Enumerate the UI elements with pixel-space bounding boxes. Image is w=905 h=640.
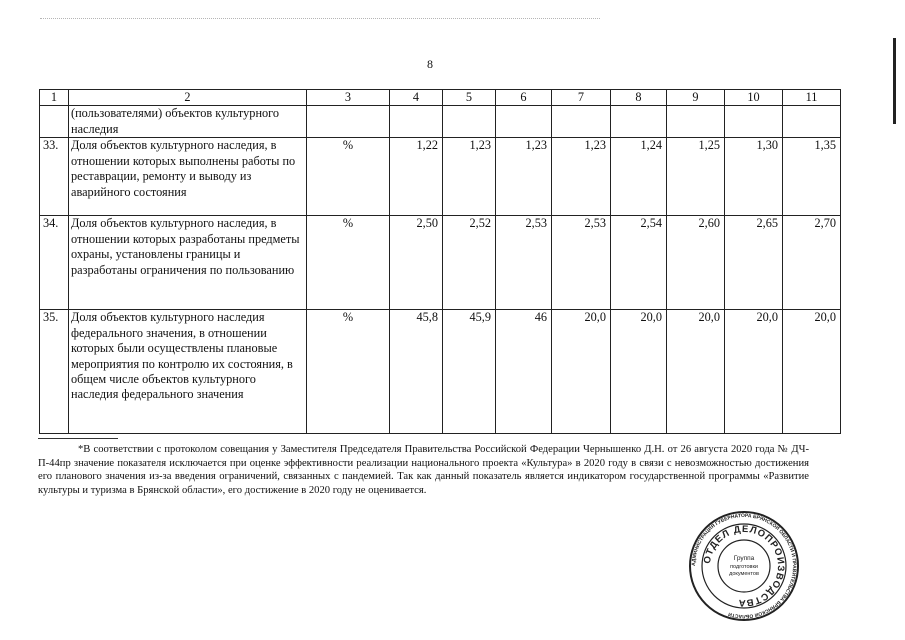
- table-header-row: [40, 90, 841, 106]
- table-row: [40, 216, 841, 310]
- value-cell: 2,52: [443, 216, 496, 310]
- value-cell: 2,60: [667, 216, 725, 310]
- indicator-cell: Доля объектов культурного наследия, в отношении которых выполнены работы по реставрации, ремонту и выводу из аварийного состояния: [69, 138, 307, 216]
- value-cell: 1,23: [443, 138, 496, 216]
- value-cell: 46: [496, 310, 552, 434]
- header-cell: 2: [69, 90, 307, 106]
- value-cell: 1,25: [667, 138, 725, 216]
- stamp-center-line: документов: [729, 571, 759, 577]
- value-cell: 1,24: [611, 138, 667, 216]
- unit-cell: %: [307, 216, 390, 310]
- unit-cell: %: [307, 138, 390, 216]
- table-row: [40, 138, 841, 216]
- value-cell: 2,70: [783, 216, 841, 310]
- value-cell: 45,8: [390, 310, 443, 434]
- scan-edge-mark: [893, 38, 896, 124]
- value-cell: 1,35: [783, 138, 841, 216]
- value-cell: 2,53: [496, 216, 552, 310]
- header-cell: 10: [725, 90, 783, 106]
- header-cell: 3: [307, 90, 390, 106]
- page-number: 8: [427, 57, 433, 71]
- department-stamp: [688, 510, 800, 622]
- value-cell: 20,0: [611, 310, 667, 434]
- header-cell: 6: [496, 90, 552, 106]
- value-cell: 45,9: [443, 310, 496, 434]
- header-cell: 8: [611, 90, 667, 106]
- value-cell: 20,0: [783, 310, 841, 434]
- header-cell: 1: [40, 90, 69, 106]
- indicators-table: [39, 89, 841, 434]
- value-cell: 2,53: [552, 216, 611, 310]
- value-cell: 2,54: [611, 216, 667, 310]
- value-cell: 1,22: [390, 138, 443, 216]
- value-cell: 2,65: [725, 216, 783, 310]
- header-cell: 5: [443, 90, 496, 106]
- header-cell: 11: [783, 90, 841, 106]
- indicator-cell: Доля объектов культурного наследия, в отношении которых разработаны предметы охраны, установлены границы и разработаны ограничения по пользованию: [69, 216, 307, 310]
- value-cell: 20,0: [667, 310, 725, 434]
- scan-artifact-line: [40, 18, 600, 20]
- stamp-center-line: Группа: [733, 555, 755, 562]
- row-number: 35.: [40, 310, 69, 434]
- row-number: 33.: [40, 138, 69, 216]
- value-cell: 1,23: [496, 138, 552, 216]
- value-cell: 20,0: [725, 310, 783, 434]
- header-cell: 9: [667, 90, 725, 106]
- value-cell: 2,50: [390, 216, 443, 310]
- row-number: 34.: [40, 216, 69, 310]
- table-row: [40, 106, 841, 138]
- header-cell: 4: [390, 90, 443, 106]
- value-cell: 20,0: [552, 310, 611, 434]
- footnote: *В соответствии с протоколом совещания у Заместителя Председателя Правительства Российской Федерации Чернышенко Д.Н. от 26 августа 2020 года № ДЧ-П-44пр значение показателя исключается при оценке эффективности реализации национального проекта «Культура» в 2020 году в связи с невозможностью достижения его планового значения из-за введения ограничений, связанных с пандемией. Так как данный показатель является индикатором государственной программы «Развитие культуры и туризма в Брянской области», его достижение в 2020 году не оценивается.: [38, 444, 809, 496]
- footnote-separator: [38, 438, 118, 439]
- stamp-outer-text: АДМИНИСТРАЦИЯ ГУБЕРНАТОРА БРЯНСКОЙ ОБЛАСТИ И ПРАВИТЕЛЬСТВА БРЯНСКОЙ ОБЛАСТИ: [690, 512, 798, 620]
- header-cell: 7: [552, 90, 611, 106]
- table-row: [40, 310, 841, 434]
- indicator-cell: Доля объектов культурного наследия федерального значения, в отношении которых были осуществлены плановые мероприятия по контролю их состояния, в общем числе объектов культурного наследия федерального значения: [69, 310, 307, 434]
- value-cell: 1,23: [552, 138, 611, 216]
- stamp-center-line: подготовки: [730, 564, 758, 570]
- indicator-cell: (пользователями) объектов культурного наследия: [69, 106, 307, 138]
- value-cell: 1,30: [725, 138, 783, 216]
- stamp-ring-text: ОТДЕЛ ДЕЛОПРОИЗВОДСТВА: [701, 523, 787, 609]
- unit-cell: %: [307, 310, 390, 434]
